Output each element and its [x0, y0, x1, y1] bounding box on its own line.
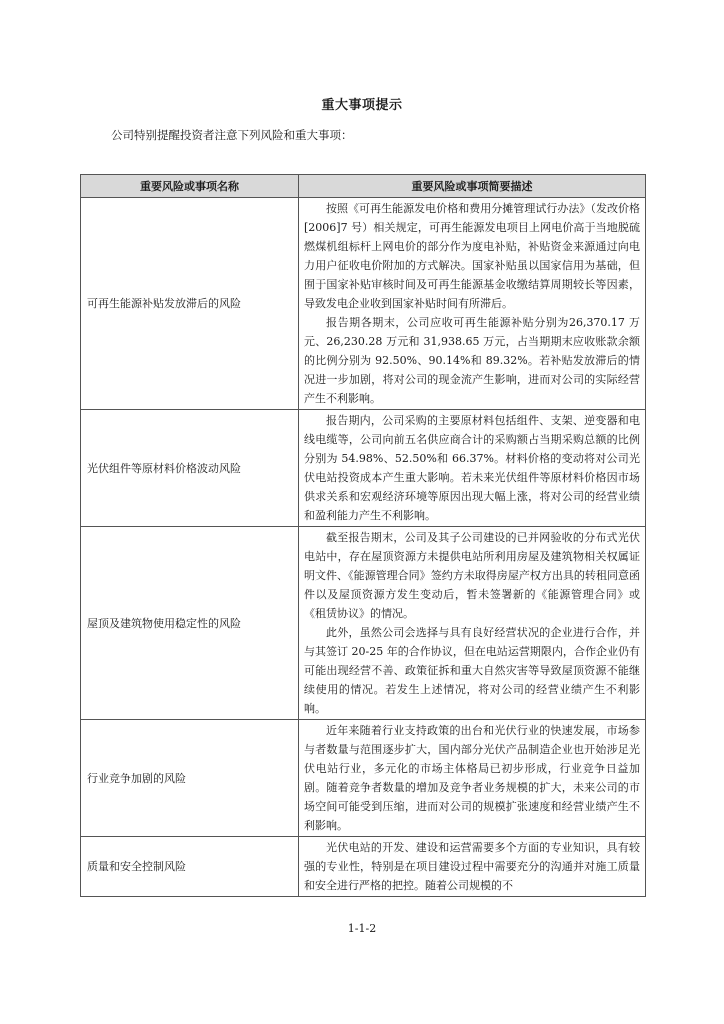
risk-description-subsidy: [299, 198, 646, 410]
risk-name-quality-safety: 质量和安全控制风险: [81, 837, 299, 897]
description-paragraph: 光伏电站的开发、建设和运营需要多个方面的专业知识，具有较强的专业性，特别是在项目建设过程中需要充分的沟通并对施工质量和安全进行严格的把控。随着公司规模的不: [304, 841, 640, 892]
description-paragraph: 按照《可再生能源发电价格和费用分摊管理试行办法》（发改价格[2006]7 号）相关规定，可再生能源发电项目上网电价高于当地脱硫燃煤机组标杆上网电价的部分作为度电补贴，补贴资金来源通过向电力用户征收电价附加的方式解决。国家补贴虽以国家信用为基础，但囿于国家补贴审核时间及可再生能源基金收缴结算周期较长等因素，导致发电企业收到国家补贴时间有所滞后。: [304, 202, 640, 310]
description-paragraph: 报告期内，公司采购的主要原材料包括组件、支架、逆变器和电线电缆等，公司向前五名供应商合计的采购额占当期采购总额的比例分别为 54.98%、52.50%和 66.37%。材料价格的变动将对公司光伏电站投资成本产生重大影响。若未来光伏组件等原材料价格因市场供求关系和宏观经济环境等原因出现大幅上涨，将对公司的经营业绩和盈利能力产生不利影响。: [304, 414, 640, 522]
risk-name-material-price: 光伏组件等原材料价格波动风险: [81, 410, 299, 527]
table-header-row: [81, 175, 646, 198]
intro-text: 公司特别提醒投资者注意下列风险和重大事项：: [111, 128, 353, 142]
description-paragraph: 截至报告期末，公司及其子公司建设的已并网验收的分布式光伏电站中，存在屋顶资源方未提供电站所利用房屋及建筑物相关权属证明文件、《能源管理合同》签约方未取得房屋产权方出具的转租同意函件以及屋顶资源方发生变动后，暂未签署新的《能源管理合同》或《租赁协议》的情况。: [304, 531, 640, 620]
header-risk-name: 重要风险或事项名称: [81, 175, 299, 198]
table-row: [81, 720, 646, 837]
risk-description-quality-safety: [299, 837, 646, 897]
risk-description-competition: [299, 720, 646, 837]
risk-name-competition: 行业竞争加剧的风险: [81, 720, 299, 837]
table-row: [81, 527, 646, 720]
risk-name-rooftop: 屋顶及建筑物使用稳定性的风险: [81, 527, 299, 720]
risk-table: [80, 174, 646, 897]
table-row: [81, 410, 646, 527]
description-paragraph: 此外，虽然公司会选择与具有良好经营状况的企业进行合作，并与其签订 20-25 年的合作协议，但在电站运营期限内，合作企业仍有可能出现经营不善、政策征拆和重大自然灾害等导致屋顶资源不能继续使用的情况。若发生上述情况，将对公司的经营业绩产生不利影响。: [304, 626, 640, 715]
header-risk-description: 重要风险或事项简要描述: [299, 175, 646, 198]
page-number: 1-1-2: [347, 922, 377, 935]
table-row: [81, 837, 646, 897]
description-paragraph: 近年来随着行业支持政策的出台和光伏行业的快速发展，市场参与者数量与范围逐步扩大，国内部分光伏产品制造企业也开始涉足光伏电站行业，多元化的市场主体格局已初步形成，行业竞争日益加剧。随着竞争者数量的增加及竞争者业务规模的扩大，未来公司的市场空间可能受到压缩，进而对公司的规模扩张速度和经营业绩产生不利影响。: [304, 724, 640, 832]
risk-description-material-price: [299, 410, 646, 527]
page-title: 重大事项提示: [321, 98, 403, 113]
table-row: [81, 198, 646, 410]
description-paragraph: 报告期各期末，公司应收可再生能源补贴分别为26,370.17 万元、26,230.28 万元和 31,938.65 万元，占当期期末应收账款余额的比例分别为 92.50%、90.14%和 89.32%。若补贴发放滞后的情况进一步加剧，将对公司的现金流产生影响，进而对公司的实际经营产生不利影响。: [304, 316, 640, 405]
risk-name-subsidy: 可再生能源补贴发放滞后的风险: [81, 198, 299, 410]
risk-description-rooftop: [299, 527, 646, 720]
